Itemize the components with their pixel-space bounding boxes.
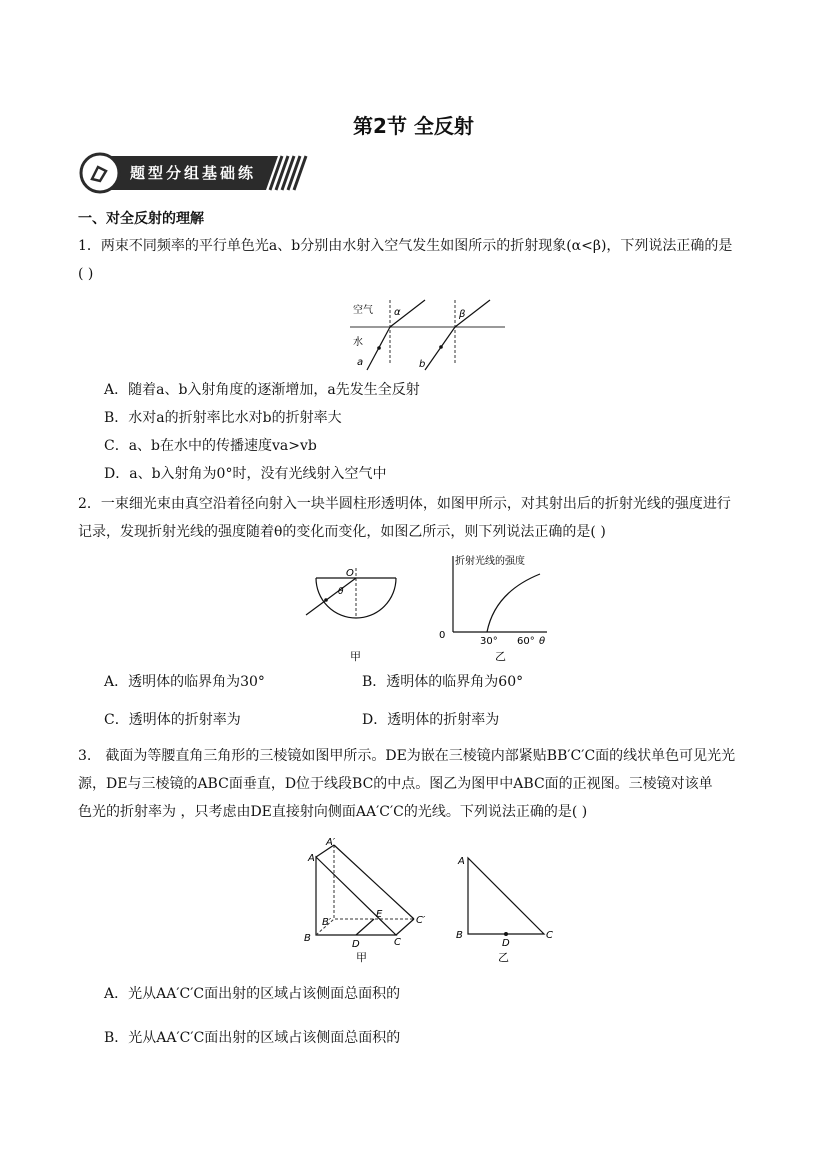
q2-fig-ylabel: 折射光线的强度 [455, 556, 525, 567]
q2-fig-zero: 0 [439, 630, 446, 641]
q2-figure-jia [298, 560, 413, 665]
q3-fig-c: C [394, 937, 401, 948]
q2-fig-yi-label: 乙 [495, 650, 506, 662]
q1-option-b[interactable]: B．水对a的折射率比水对b的折射率大 [104, 410, 342, 426]
q3-fig-jia-label: 甲 [356, 951, 367, 964]
q2-fig-tick-60: 60° [517, 636, 535, 647]
q3-fig-yi-label: 乙 [498, 951, 509, 964]
q1-stem-line2: ( ) [78, 266, 94, 282]
section-heading: 一、对全反射的理解 [78, 211, 204, 227]
q3-fig-b: B [304, 933, 311, 944]
q3-fig-e: E [376, 909, 383, 920]
page-title: 第2节 全反射 [353, 114, 474, 138]
q1-fig-b-label: b [419, 359, 426, 370]
q3-figure-yi [452, 850, 562, 965]
q2-fig-theta-label: θ [338, 587, 344, 597]
q2-stem-line2: 记录，发现折射光线的强度随着θ的变化而变化，如图乙所示，则下列说法正确的是( ) [78, 524, 606, 540]
q2-option-b[interactable]: B．透明体的临界角为60° [362, 674, 524, 690]
q1-fig-beta-label: β [459, 309, 466, 320]
q2-option-c[interactable]: C．透明体的折射率为 [104, 712, 241, 728]
q1-fig-air-label: 空气 [353, 305, 373, 316]
q2-option-a[interactable]: A．透明体的临界角为30° [104, 674, 265, 690]
q3-stem-line1: 3. 截面为等腰直角三角形的三棱镜如图甲所示。DE为嵌在三棱镜内部紧贴BB′C′C面的线状单色可见光光 [78, 748, 736, 764]
q3-yi-d: D [502, 938, 510, 949]
q3-fig-b1: B′ [322, 917, 332, 928]
q3-fig-a1: A′ [326, 837, 336, 848]
q2-figure-yi [435, 552, 555, 662]
banner-logo-icon [81, 154, 119, 192]
q1-figure [345, 295, 510, 375]
q1-option-d[interactable]: D．a、b入射角为0°时，没有光线射入空气中 [104, 466, 387, 482]
q2-option-d[interactable]: D．透明体的折射率为 [362, 712, 500, 728]
q1-option-a[interactable]: A．随着a、b入射角度的逐渐增加，a先发生全反射 [104, 382, 420, 398]
q3-fig-c1: C′ [416, 915, 426, 926]
q2-fig-xlabel: θ [539, 636, 546, 647]
q3-fig-a: A [308, 853, 315, 864]
q2-fig-jia-label: 甲 [350, 650, 361, 663]
q3-option-a[interactable]: A．光从AA′C′C面出射的区域占该侧面总面积的 [104, 986, 401, 1002]
banner-label: 题型分组基础练 [130, 164, 257, 182]
q3-fig-d: D [352, 939, 360, 950]
q3-yi-a: A [458, 856, 465, 867]
q3-option-b[interactable]: B．光从AA′C′C面出射的区域占该侧面总面积的 [104, 1030, 401, 1046]
q1-fig-a-label: a [357, 357, 364, 368]
q1-fig-alpha-label: α [394, 307, 401, 318]
q2-stem-line1: 2．一束细光束由真空沿着径向射入一块半圆柱形透明体，如图甲所示，对其射出后的折射光线的强度进行 [78, 496, 731, 512]
q3-stem-line2: 源，DE与三棱镜的ABC面垂直，D位于线段BC的中点。图乙为图甲中ABC面的正视图。三棱镜对该单 [78, 776, 713, 792]
q2-fig-tick-30: 30° [480, 636, 498, 647]
q1-option-c[interactable]: C．a、b在水中的传播速度va>vb [104, 438, 317, 454]
q3-yi-b: B [456, 930, 463, 941]
q1-stem-line1: 1．两束不同频率的平行单色光a、b分别由水射入空气发生如图所示的折射现象(α<β)，下列说法正确的是 [78, 238, 733, 254]
q2-fig-o-label: O [346, 568, 354, 579]
q1-fig-water-label: 水 [353, 337, 363, 348]
q3-figure-jia [296, 835, 436, 965]
q3-yi-c: C [546, 930, 553, 941]
section-banner [78, 152, 308, 194]
q3-stem-line3: 色光的折射率为 ，只考虑由DE直接射向侧面AA′C′C的光线。下列说法正确的是( ) [78, 804, 588, 820]
